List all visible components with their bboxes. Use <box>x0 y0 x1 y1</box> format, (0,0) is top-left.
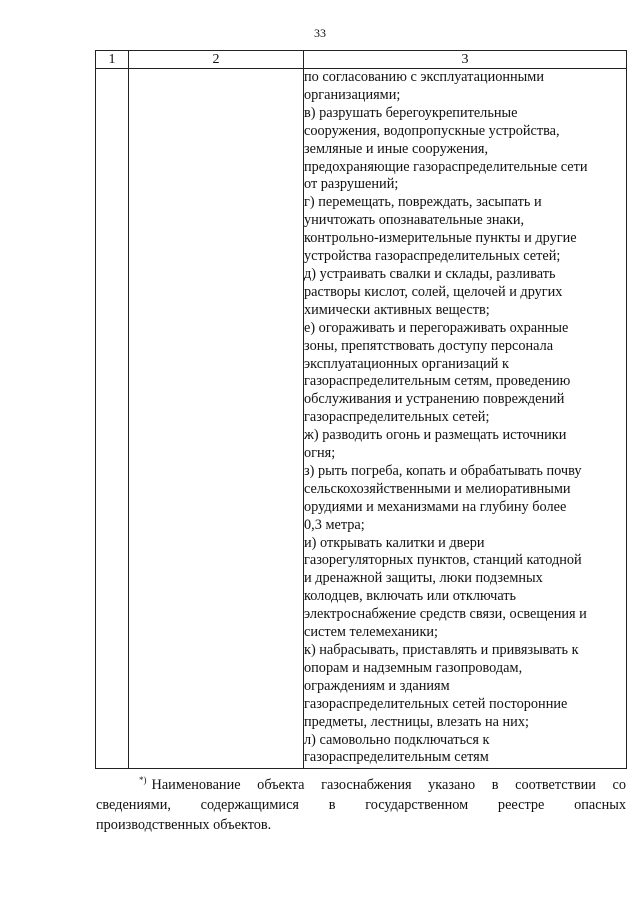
footnote <box>96 770 626 835</box>
text-line: орудиями и механизмами на глубину более <box>304 498 567 515</box>
text-line: растворы кислот, солей, щелочей и других <box>304 283 563 300</box>
text-line: и дренажной защиты, люки подземных <box>304 570 543 587</box>
text-line: газорегуляторных пунктов, станций катодной <box>304 552 582 569</box>
text-line: химически активных веществ; <box>304 301 490 318</box>
text-line: от разрушений; <box>304 176 399 193</box>
text-line: и) открывать калитки и двери <box>304 534 485 551</box>
text-line: сооружения, водопропускные устройства, <box>304 122 560 139</box>
text-line: обслуживания и устранению повреждений <box>304 391 565 408</box>
text-line: газораспределительных сетей; <box>304 409 490 426</box>
table-header-row <box>96 51 627 69</box>
footnote-line-2: сведениями, содержащимися в государственном реестре опасных <box>96 797 626 813</box>
text-line: зоны, препятствовать доступу персонала <box>304 337 554 354</box>
text-line: л) самовольно подключаться к <box>304 731 490 748</box>
text-line: д) устраивать свалки и склады, разливать <box>304 265 556 282</box>
page-number: 33 <box>314 26 326 40</box>
text-line: газораспределительных сетей посторонние <box>304 695 568 712</box>
cell-col-3 <box>304 69 627 769</box>
footnote-marker: *) <box>139 775 147 785</box>
text-line: г) перемещать, повреждать, засыпать и <box>304 194 542 211</box>
text-line: огня; <box>304 445 336 462</box>
header-col-3: 3 <box>304 51 627 69</box>
text-line: электроснабжение средств связи, освещения и <box>304 606 587 623</box>
text-line: к) набрасывать, приставлять и привязывать к <box>304 642 579 658</box>
table-row <box>96 69 627 769</box>
footnote-line-1 <box>96 770 626 795</box>
text-line: газораспределительным сетям <box>304 749 489 766</box>
document-table <box>95 50 627 769</box>
text-line: ж) разводить огонь и размещать источники <box>304 427 567 444</box>
text-line: ограждениям и зданиям <box>304 677 450 694</box>
text-line: е) огораживать и перегораживать охранные <box>304 319 569 336</box>
text-line: колодцев, включать или отключать <box>304 588 517 605</box>
text-line: 0,3 метра; <box>304 516 365 533</box>
footnote-line-3: производственных объектов. <box>96 817 272 833</box>
text-line: предохраняющие газораспределительные сети <box>304 158 588 175</box>
text-line: опорам и надземным газопроводам, <box>304 659 523 676</box>
text-line: в) разрушать берегоукрепительные <box>304 104 518 121</box>
text-line: эксплуатационных организаций к <box>304 355 509 372</box>
text-line: з) рыть погреба, копать и обрабатывать почву <box>304 462 582 479</box>
text-line: предметы, лестницы, влезать на них; <box>304 713 529 730</box>
header-col-2: 2 <box>129 51 304 69</box>
text-line: сельскохозяйственными и мелиоративными <box>304 480 571 497</box>
cell-col-2 <box>129 69 304 769</box>
footnote-text-1: Наименование объекта газоснабжения указано в соответствии со <box>151 777 626 793</box>
text-line: устройства газораспределительных сетей; <box>304 248 561 265</box>
text-line: контрольно-измерительные пункты и другие <box>304 230 577 247</box>
text-line: систем телемеханики; <box>304 624 439 641</box>
header-col-1: 1 <box>96 51 129 69</box>
text-line: организациями; <box>304 86 401 103</box>
text-line: уничтожать опознавательные знаки, <box>304 212 525 229</box>
text-line: по согласованию с эксплуатационными <box>304 69 544 85</box>
text-line: земляные и иные сооружения, <box>304 140 489 157</box>
cell-col-1 <box>96 69 129 769</box>
text-line: газораспределительным сетям, проведению <box>304 373 571 390</box>
